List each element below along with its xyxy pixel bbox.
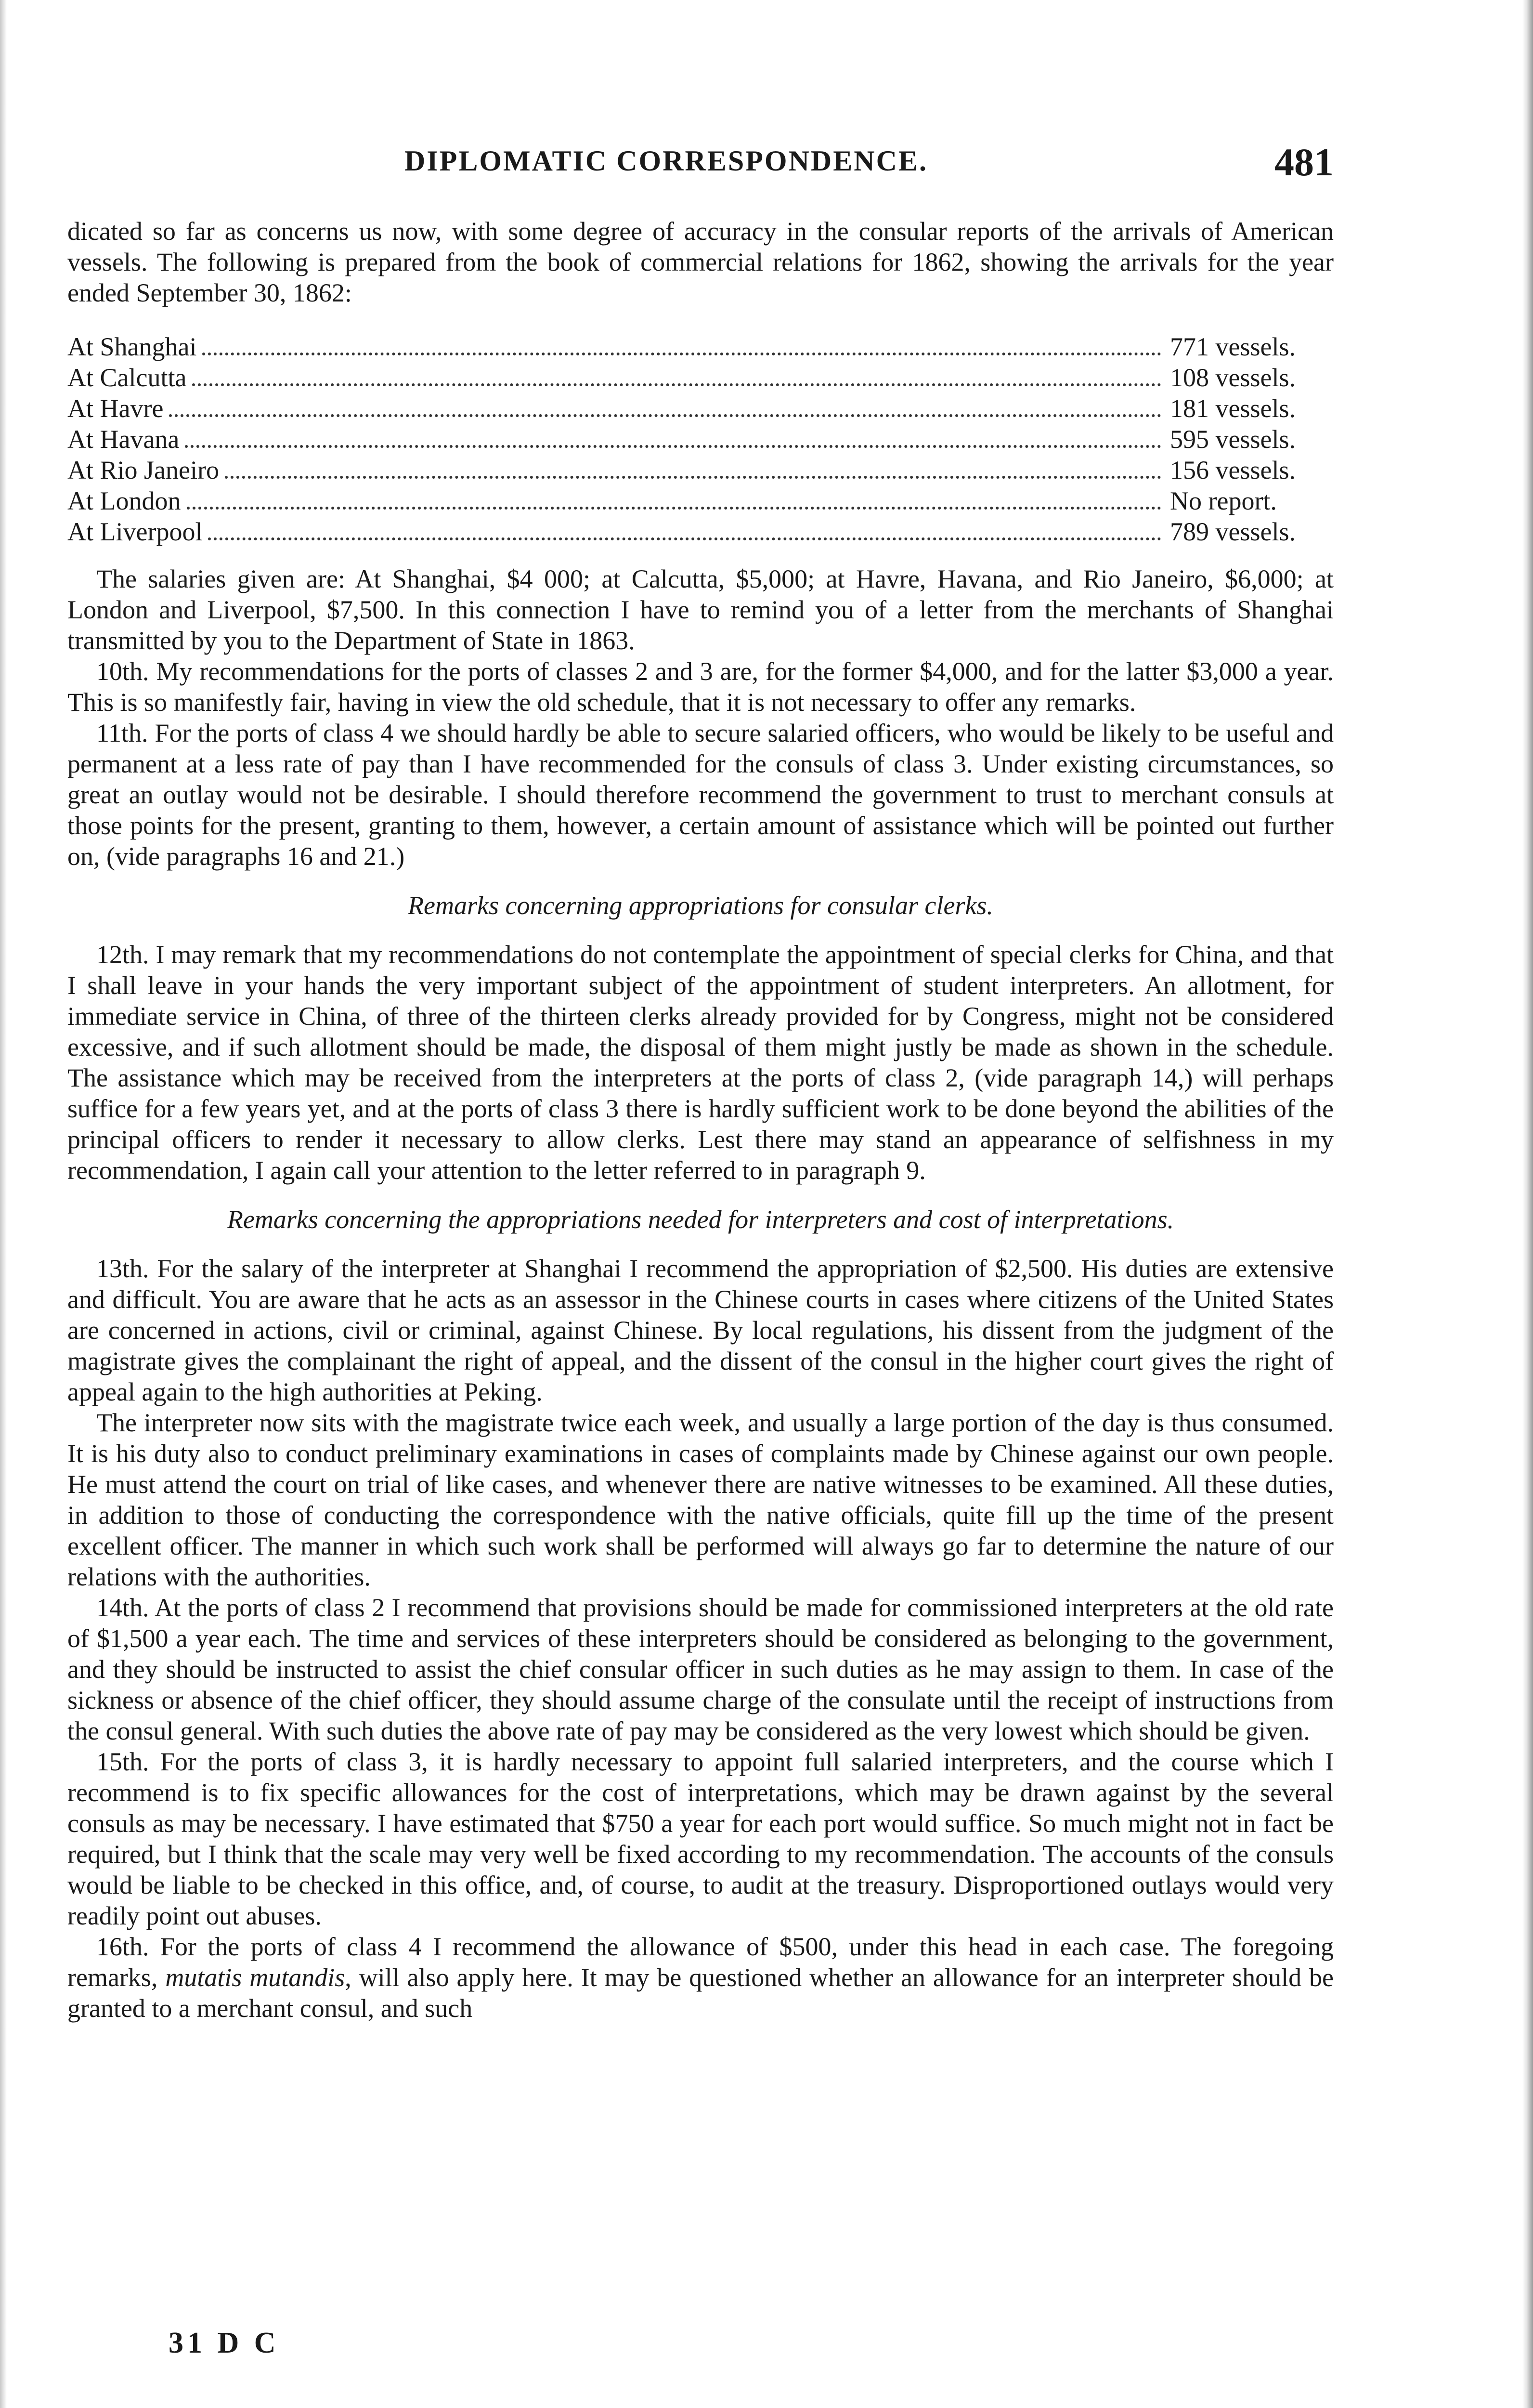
dot-leader: [192, 383, 1161, 386]
arrival-port: At Havana: [67, 425, 180, 454]
paragraph-13th: 13th. For the salary of the interpreter at Shanghai I recommend the appropriation of $2,500. His duties are extensive and difficult. You are aware that he acts as an assessor in the Chinese courts in cases where citizens of the United States are concerned in actions, civil or criminal, against Chinese. By local regulations, his dissent from the judgment of the magistrate gives the complainant the right of appeal, and the dissent of the consul in the higher court gives the right of appeal again to the high authorities at Peking.: [67, 1254, 1334, 1406]
paragraph-16th-text-continued: , will also apply here. It may be questioned whether an allowance for an interpreter should be granted to a merchant consul, and such: [67, 1963, 1334, 2023]
document-page: [67, 0, 1334, 2408]
page-left-edge: [0, 0, 7, 2408]
paragraph-12th: 12th. I may remark that my recommendations do not contemplate the appointment of special clerks for China, and that I shall leave in your hands the very important subject of the appointment of student interpreters. An allotment, for immediate service in China, of three of the thirteen clerks already provided for by Congress, might not be considered excessive, and if such allotment should be made, the disposal of them might justly be made as shown in the schedule. The assistance which may be received from the interpreters at the ports of class 2, (vide paragraph 14,) will perhaps suffice for a few years yet, and at the ports of class 3 there is hardly sufficient work to be done beyond the abilities of the principal officers to render it necessary to allow clerks. Lest there may stand an appearance of selfishness in my recommendation, I again call your attention to the letter referred to in paragraph 9.: [67, 940, 1334, 1185]
section-heading-interpreters: Remarks concerning the appropriations needed for interpreters and cost of interpretations.: [227, 1205, 1174, 1234]
latin-phrase: mutatis mutandis: [165, 1963, 345, 1992]
arrival-count: 771 vessels.: [1170, 332, 1296, 361]
arrival-count: 789 vessels.: [1170, 517, 1296, 546]
printer-signature-mark: 31 D C: [169, 2327, 280, 2359]
arrival-port: At London: [67, 486, 181, 515]
arrival-row-rio-janeiro: [67, 455, 1334, 485]
arrival-port: At Shanghai: [67, 332, 197, 361]
intro-paragraph: dicated so far as concerns us now, with some degree of accuracy in the consular reports of the arrivals of American vessels. The following is prepared from the book of commercial relations for 1862, showing the arrivals for the year ended September 30, 1862:: [67, 217, 1334, 307]
dot-leader: [225, 475, 1161, 479]
dot-leader: [202, 352, 1161, 355]
arrival-row-liverpool: [67, 516, 1334, 547]
arrival-count: 108 vessels.: [1170, 363, 1296, 392]
arrival-row-calcutta: [67, 362, 1334, 393]
arrival-row-havana: [67, 424, 1334, 455]
paragraph-16th-text: 16th. For the ports of class 4 I recommend the allowance of $500, under this head in each case. The foregoing remarks,: [67, 1932, 1334, 1992]
dot-leader: [185, 445, 1161, 448]
dot-leader: [187, 506, 1162, 510]
arrival-row-london: [67, 485, 1334, 516]
arrival-port: At Calcutta: [67, 363, 187, 392]
arrival-row-havre: [67, 393, 1334, 424]
running-title: DIPLOMATIC CORRESPONDENCE.: [404, 145, 928, 177]
arrival-count: 595 vessels.: [1170, 425, 1296, 454]
page-binding-edge: [1522, 0, 1533, 2408]
dot-leader: [169, 414, 1161, 417]
salaries-paragraph: The salaries given are: At Shanghai, $4 000; at Calcutta, $5,000; at Havre, Havana, and Rio Janeiro, $6,000; at London and Liverpool, $7,500. In this connection I have to remind you of a letter from the merchants of Shanghai transmitted by you to the Department of State in 1863.: [67, 564, 1334, 655]
arrival-port: At Liverpool: [67, 517, 203, 546]
paragraph-10th: 10th. My recommendations for the ports of classes 2 and 3 are, for the former $4,000, and for the latter $3,000 a year. This is so manifestly fair, having in view the old schedule, that it is not necessary to offer any remarks.: [67, 657, 1334, 717]
dot-leader: [208, 537, 1161, 540]
arrival-count: 181 vessels.: [1170, 394, 1296, 423]
arrival-row-shanghai: [67, 331, 1334, 362]
section-heading-clerks: Remarks concerning appropriations for consular clerks.: [408, 891, 993, 920]
arrival-count: No report.: [1170, 486, 1277, 515]
paragraph-15th: 15th. For the ports of class 3, it is hardly necessary to appoint full salaried interpreters, and the course which I recommend is to fix specific allowances for the cost of interpretations, which may be drawn against by the several consuls as may be necessary. I have estimated that $750 a year for each port would suffice. So much might not in fact be required, but I think that the scale may very well be fixed according to my recommendation. The accounts of the consuls would be liable to be checked in this office, and, of course, to audit at the treasury. Disproportioned outlays would very readily point out abuses.: [67, 1747, 1334, 1930]
document-body: [67, 216, 1334, 2024]
paragraph-interpreter-duties: The interpreter now sits with the magistrate twice each week, and usually a large portion of the day is thus consumed. It is his duty also to conduct preliminary examinations in cases of complaints made by Chinese against our own people. He must attend the court on trial of like cases, and whenever there are native witnesses to be examined. All these duties, in addition to those of conducting the correspondence with the native officials, quite fill up the time of the present excellent officer. The manner in which such work shall be performed will always go far to determine the nature of our relations with the authorities.: [67, 1408, 1334, 1591]
paragraph-11th: 11th. For the ports of class 4 we should hardly be able to secure salaried officers, who would be likely to be useful and permanent at a less rate of pay than I have recommended for the consuls of class 3. Under existing circumstances, so great an outlay would not be desirable. I should therefore recommend the government to trust to merchant consuls at those points for the present, granting to them, however, a certain amount of assistance which will be pointed out further on, (vide paragraphs 16 and 21.): [67, 719, 1334, 871]
paragraph-14th: 14th. At the ports of class 2 I recommend that provisions should be made for commissioned interpreters at the old rate of $1,500 a year each. The time and services of these interpreters should be considered as belonging to the government, and they should be instructed to assist the chief consular officer in such duties as he may assign to them. In case of the sickness or absence of the chief officer, they should assume charge of the consulate until the receipt of instructions from the consul general. With such duties the above rate of pay may be considered as the very lowest which should be given.: [67, 1593, 1334, 1745]
arrival-port: At Havre: [67, 394, 164, 423]
paragraph-16th: [67, 1931, 1334, 2024]
running-head: [67, 140, 1334, 183]
arrivals-list: [67, 331, 1334, 547]
arrival-port: At Rio Janeiro: [67, 456, 219, 484]
arrival-count: 156 vessels.: [1170, 456, 1296, 484]
page-number: 481: [1274, 140, 1334, 184]
